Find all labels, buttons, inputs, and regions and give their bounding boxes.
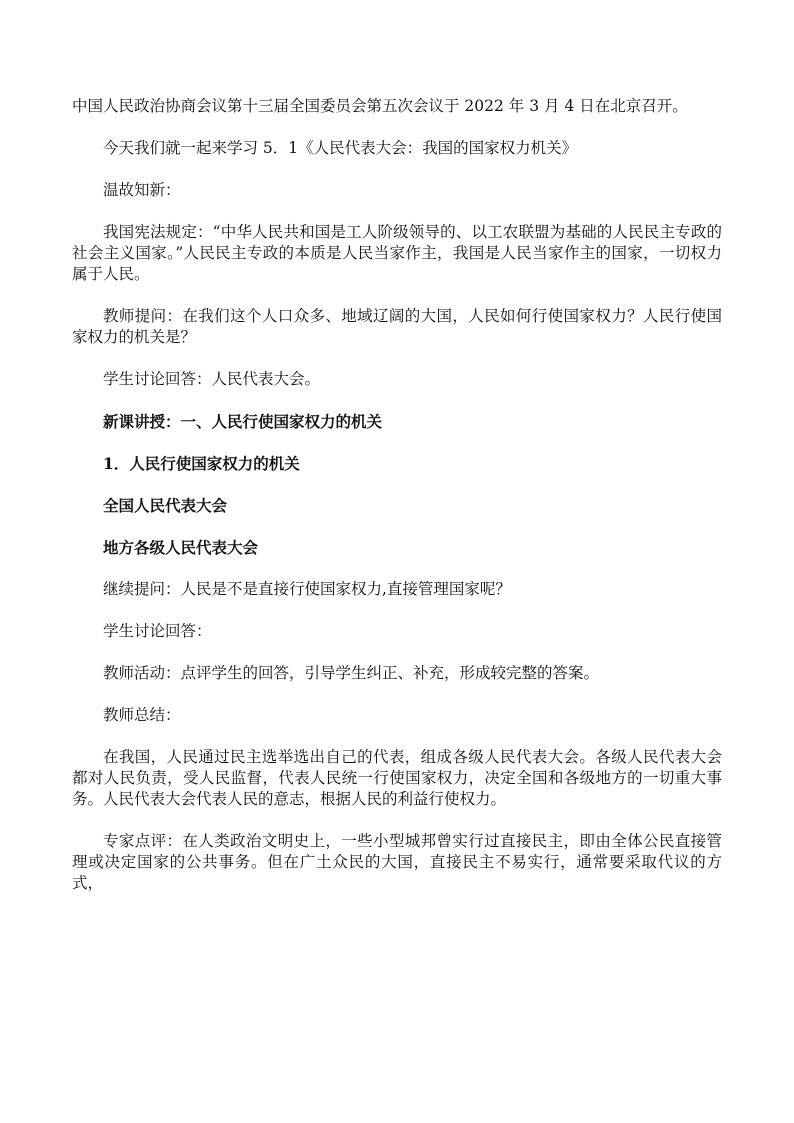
paragraph-constitution: 我国宪法规定：“中华人民共和国是工人阶级领导的、以工农联盟为基础的人民民主专政的社会主义国家。”人民民主专政的本质是人民当家作主，我国是人民当家作主的国家，一切权力属于人民。	[72, 223, 722, 283]
heading-section-1: 1．人民行使国家权力的机关	[103, 454, 300, 473]
paragraph-lesson-intro: 今天我们就一起来学习 5．1《人民代表大会：我国的国家权力机关》	[103, 139, 578, 157]
paragraph-teacher-summary: 在我国，人民通过民主选举选出自己的代表，组成各级人民代表大会。各级人民代表大会都对人民负责，受人民监督，代表人民统一行使国家权力，决定全国和各级地方的一切重大事务。人民代表大会代表人民的意志，根据人民的利益行使权力。	[72, 748, 722, 808]
heading-new-lesson: 新课讲授：一、人民行使国家权力的机关	[103, 412, 383, 431]
document-body	[72, 96, 722, 915]
paragraph-teacher-activity: 教师活动：点评学生的回答，引导学生纠正、补充，形成较完整的答案。	[103, 664, 600, 682]
paragraph-teacher-summary-heading: 教师总结：	[103, 706, 181, 724]
heading-national-congress: 全国人民代表大会	[103, 496, 228, 515]
paragraph-student-discussion: 学生讨论回答：	[103, 622, 212, 640]
paragraph-opening: 中国人民政治协商会议第十三届全国委员会第五次会议于 2022 年 3 月 4 日在北京召开。	[72, 97, 688, 115]
paragraph-expert-comment: 专家点评：在人类政治文明史上，一些小型城邦曾实行过直接民主，即由全体公民直接管理或决定国家的公共事务。但在广土众民的大国，直接民主不易实行，通常要采取代议的方式，	[72, 832, 722, 892]
paragraph-student-answer: 学生讨论回答：人民代表大会。	[103, 370, 321, 388]
paragraph-teacher-question: 教师提问：在我们这个人口众多、地域辽阔的大国，人民如何行使国家权力？人民行使国家权力的机关是？	[72, 307, 722, 346]
paragraph-follow-up-question: 继续提问：人民是不是直接行使国家权力,直接管理国家呢？	[103, 580, 511, 598]
heading-local-congress: 地方各级人民代表大会	[103, 538, 259, 557]
paragraph-review-heading: 温故知新：	[103, 181, 181, 199]
